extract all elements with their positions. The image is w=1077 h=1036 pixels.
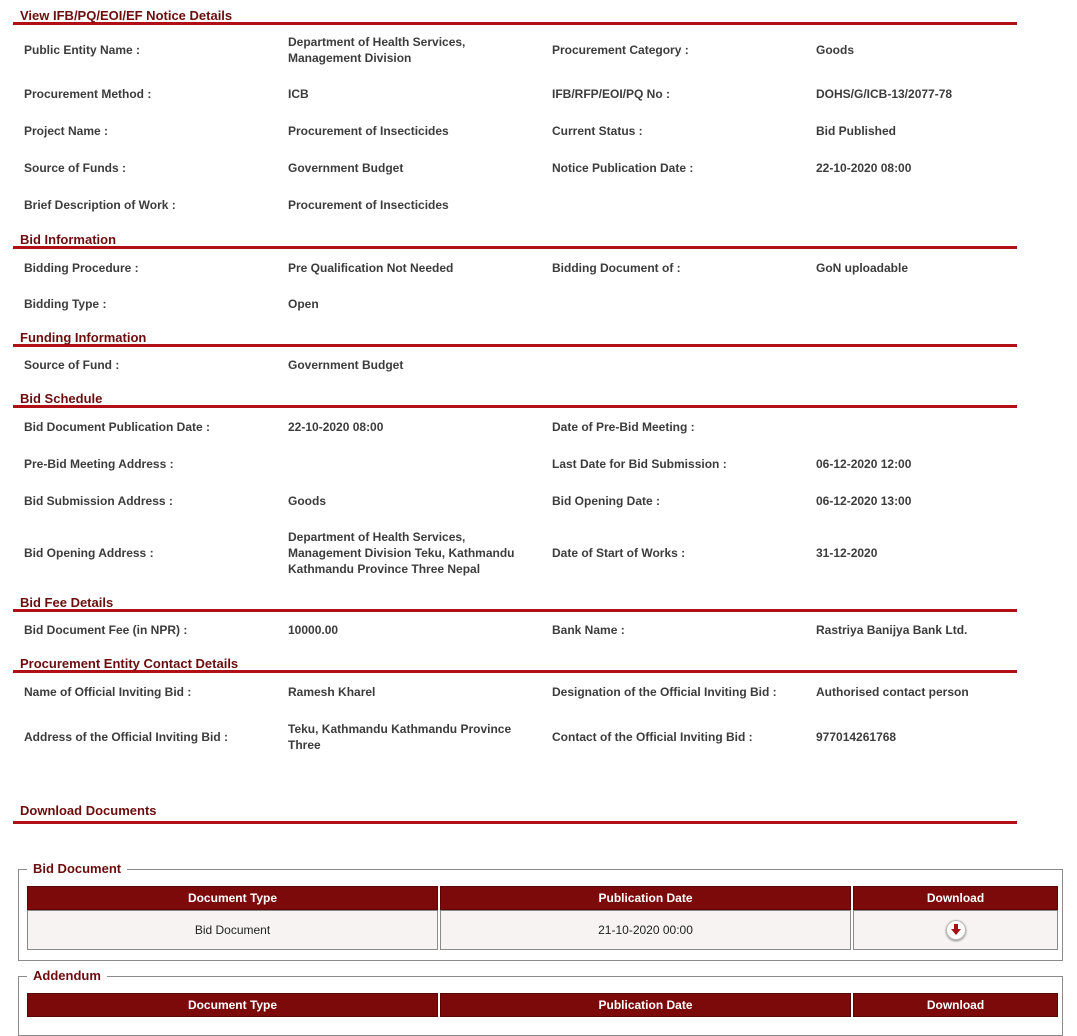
bid-document-legend: Bid Document [27, 861, 127, 876]
download-documents-title: Download Documents [20, 803, 157, 818]
contact-rows [13, 673, 1017, 763]
column-header-download: Download [853, 993, 1058, 1017]
field-value: Procurement of Insecticides [288, 198, 449, 212]
detail-row [13, 75, 1017, 112]
section-title-bid-information: Bid Information [13, 224, 1017, 249]
field-label: Project Name : [24, 123, 109, 138]
field-label: Public Entity Name : [24, 43, 141, 57]
download-arrow-icon[interactable] [946, 920, 966, 940]
schedule-rows [13, 408, 1017, 587]
field-value: Procurement of Insecticides [288, 123, 449, 138]
field-value: 977014261768 [816, 730, 897, 744]
field-value: ICB [288, 86, 309, 101]
field-label: Pre-Bid Meeting Address : [24, 456, 174, 471]
detail-row [13, 25, 1017, 75]
section-title-bid-schedule: Bid Schedule [13, 383, 1017, 408]
field-label: Date of Pre-Bid Meeting : [552, 419, 695, 434]
field-label: Bid Submission Address : [24, 493, 173, 508]
field-value: Bid Published [816, 123, 897, 138]
fee-rows [13, 612, 1017, 648]
detail-row [13, 186, 1017, 224]
detail-row [13, 149, 1017, 186]
bid-document-table [25, 886, 1060, 950]
detail-row [13, 482, 1017, 519]
field-value: Rastriya Banijya Bank Ltd. [816, 623, 968, 637]
field-label: Date of Start of Works : [552, 546, 686, 560]
section-title-contact-details: Procurement Entity Contact Details [13, 648, 1017, 673]
document-type-cell: Bid Document [27, 910, 438, 950]
field-value: 22-10-2020 08:00 [288, 419, 384, 434]
bid-info-rows [13, 249, 1017, 322]
section-title-funding-information: Funding Information [13, 322, 1017, 347]
field-value: 31-12-2020 [816, 546, 878, 560]
field-value: Ramesh Kharel [288, 685, 376, 699]
field-value: DOHS/G/ICB-13/2077-78 [816, 86, 953, 101]
field-label: Bid Opening Date : [552, 493, 660, 508]
table-header-row [27, 886, 1058, 910]
field-value: Pre Qualification Not Needed [288, 260, 454, 275]
table-row [27, 910, 1058, 950]
detail-row [13, 347, 1017, 383]
field-label: Bid Document Fee (in NPR) : [24, 623, 188, 637]
detail-row [13, 519, 1017, 587]
field-label: Name of Official Inviting Bid : [24, 685, 192, 699]
publication-date-cell: 21-10-2020 00:00 [440, 910, 851, 950]
addendum-fieldset [18, 968, 1063, 1036]
field-value: 22-10-2020 08:00 [816, 160, 912, 175]
field-value: Department of Health Services, Management Division Teku, Kathmandu Kathmandu Province Three Nepal [288, 530, 515, 576]
detail-row [13, 445, 1017, 482]
column-header-publication-date: Publication Date [440, 993, 851, 1017]
field-label: Bid Opening Address : [24, 546, 154, 560]
table-header-row [27, 993, 1058, 1017]
section-title-download-documents [13, 799, 1017, 824]
funding-rows [13, 347, 1017, 383]
field-label: IFB/RFP/EOI/PQ No : [552, 86, 671, 101]
field-label: Notice Publication Date : [552, 160, 694, 175]
field-label: Bidding Procedure : [24, 260, 139, 275]
field-label: Designation of the Official Inviting Bid : [552, 685, 777, 699]
field-value: GoN uploadable [816, 260, 909, 275]
section-title-notice: View IFB/PQ/EOI/EF Notice Details [13, 0, 1017, 25]
field-value: Government Budget [288, 160, 404, 175]
field-value: Government Budget [288, 358, 404, 372]
addendum-legend: Addendum [27, 968, 107, 983]
field-label: Contact of the Official Inviting Bid : [552, 730, 753, 744]
notice-details-container [13, 0, 1017, 763]
column-header-document-type: Document Type [27, 886, 438, 910]
field-label: Bidding Document of : [552, 260, 681, 275]
field-label: Address of the Official Inviting Bid : [24, 730, 229, 744]
field-value: Goods [288, 493, 326, 508]
field-label: Current Status : [552, 123, 643, 138]
field-value: 06-12-2020 13:00 [816, 493, 912, 508]
detail-row [13, 286, 1017, 322]
detail-row [13, 249, 1017, 286]
field-value: Goods [816, 43, 854, 57]
field-value: Department of Health Services, Management Division [288, 35, 466, 65]
field-label: Source of Fund : [24, 358, 120, 372]
column-header-download: Download [853, 886, 1058, 910]
field-value: Open [288, 297, 319, 311]
detail-row [13, 408, 1017, 445]
detail-row [13, 112, 1017, 149]
field-value: Authorised contact person [816, 685, 969, 699]
detail-row [13, 673, 1017, 711]
field-label: Bid Document Publication Date : [24, 419, 211, 434]
detail-row [13, 711, 1017, 763]
detail-row [13, 612, 1017, 648]
field-value: 06-12-2020 12:00 [816, 456, 912, 471]
column-header-publication-date: Publication Date [440, 886, 851, 910]
field-label: Procurement Method : [24, 86, 152, 101]
field-label: Source of Funds : [24, 160, 126, 175]
column-header-document-type: Document Type [27, 993, 438, 1017]
field-label: Last Date for Bid Submission : [552, 456, 727, 471]
field-label: Bank Name : [552, 623, 625, 637]
download-cell [853, 910, 1058, 950]
addendum-table [25, 993, 1060, 1017]
field-value: Teku, Kathmandu Kathmandu Province Three [288, 722, 512, 752]
notice-rows [13, 25, 1017, 224]
section-title-bid-fee: Bid Fee Details [13, 587, 1017, 612]
field-label: Bidding Type : [24, 297, 107, 311]
field-label: Procurement Category : [552, 43, 689, 57]
field-value: 10000.00 [288, 623, 339, 637]
field-label: Brief Description of Work : [24, 198, 176, 212]
bid-document-fieldset [18, 861, 1063, 961]
